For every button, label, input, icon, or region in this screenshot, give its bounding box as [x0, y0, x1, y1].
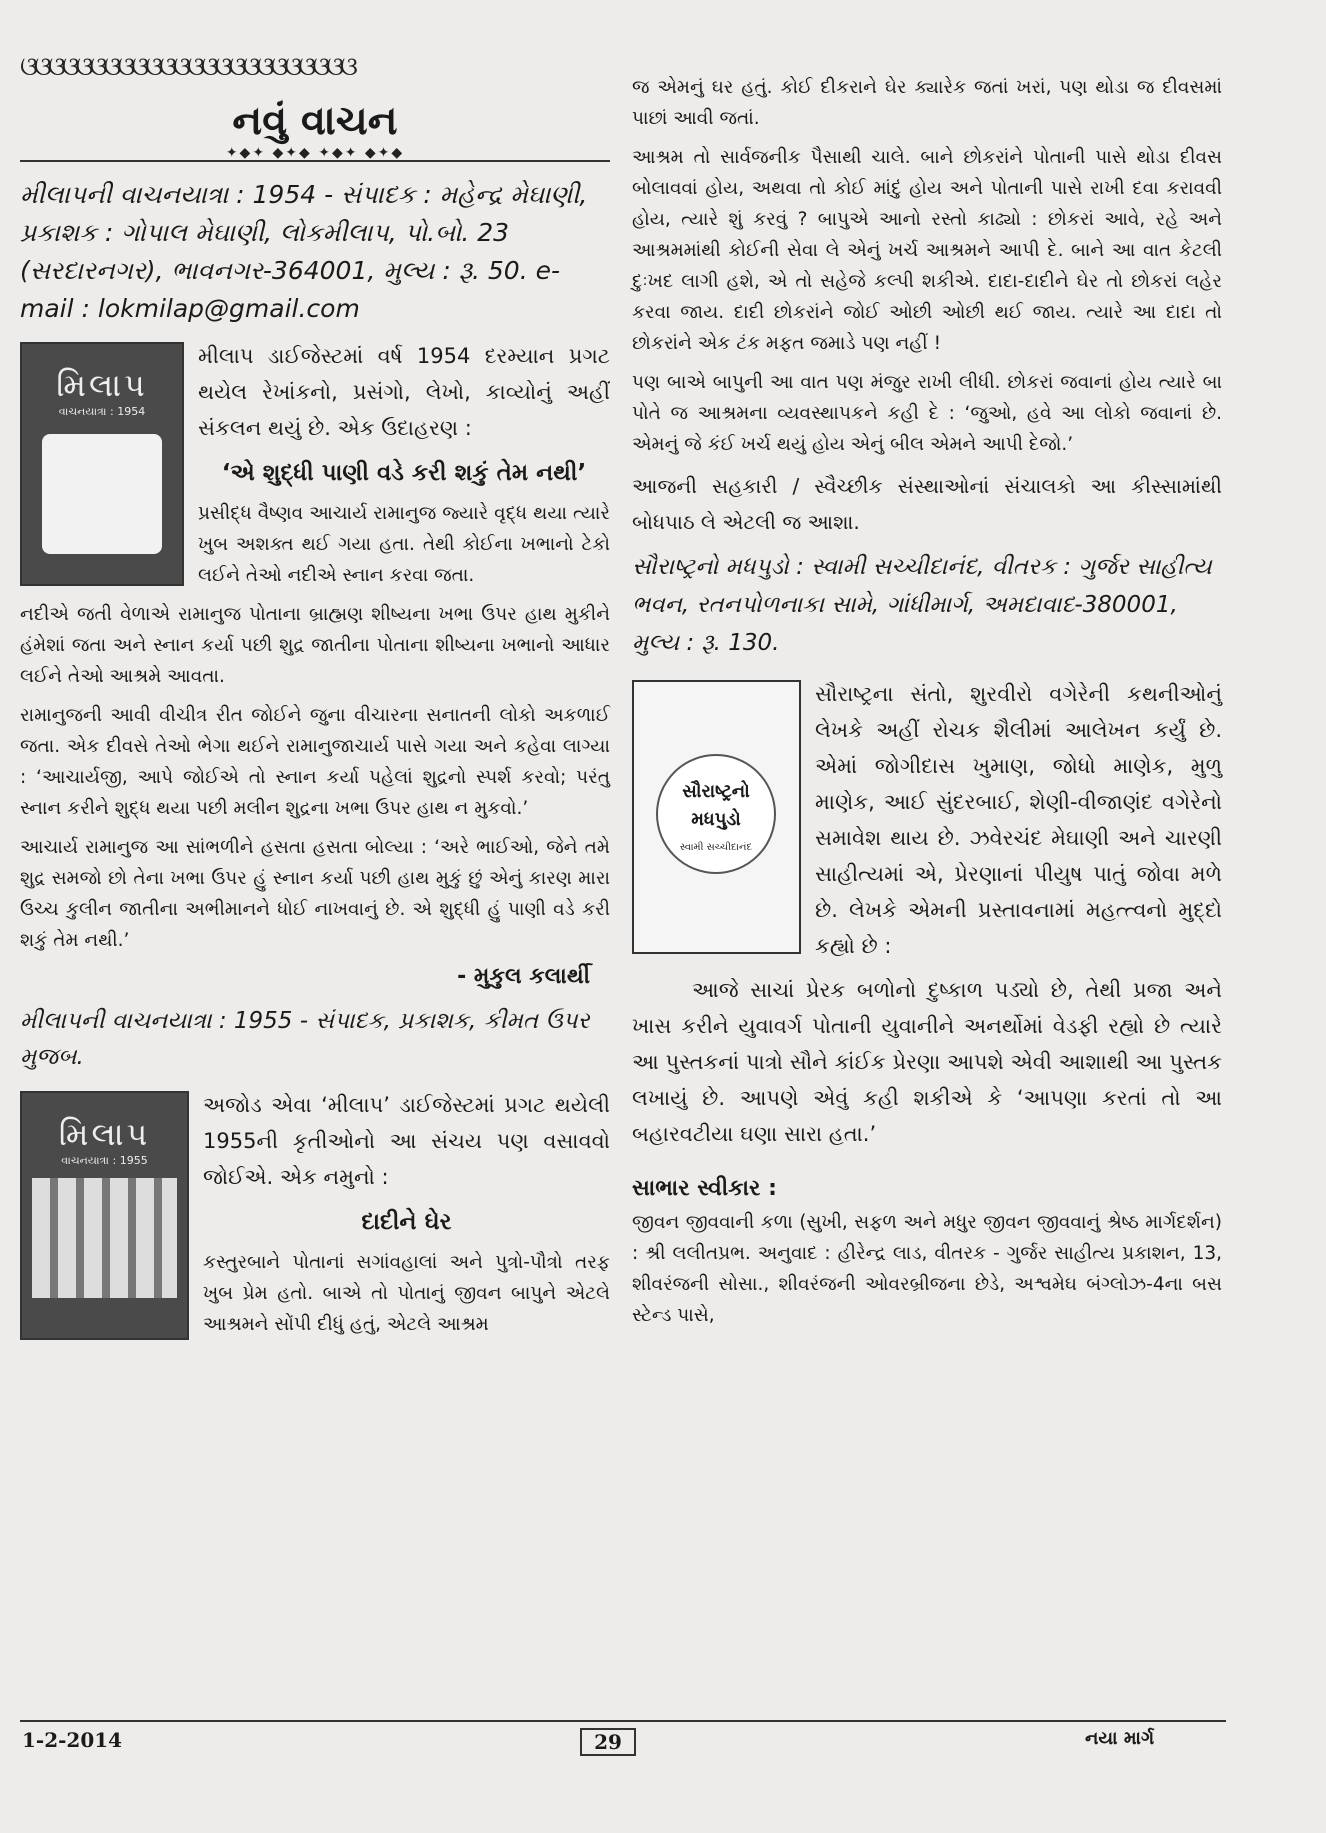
book1-bibliography: મીલાપની વાચનયાત્રા : 1954 - સંપાદક : મહેન્દ્ર મેઘાણી, પ્રકાશક : ગોપાલ મેઘાણી, લોકમીલાપ, પો.બો. 23 (સરદારનગર), ભાવનગર-364001, મુલ્ય : રૂ. 50. e-mail : lokmilap@gmail.com: [20, 180, 588, 323]
book3-cover-author: સ્વામી સચ્ચીદાનંદ: [679, 842, 753, 853]
section-title: નવું વાચન: [232, 98, 398, 144]
right-column: [632, 50, 1222, 1339]
book1-signature: - મુકુલ કલાર્થી: [457, 964, 590, 989]
book3-cover-title: સૌરાષ્ટ્રનો મધપુડો: [682, 781, 750, 830]
book3-cover-image: [632, 680, 801, 954]
page-number: 29: [580, 1728, 636, 1756]
book3-quote: આજે સાચાં પ્રેરક બળોનો દુષ્કાળ પડ્યો છે, તેથી પ્રજા અને ખાસ કરીને યુવાવર્ગ પોતાની યુવાનીને અનર્થોમાં વેડફી રહ્યો છે ત્યારે આ પુસ્તકનાં પાત્રો સૌને કાંઈક પ્રેરણા આપશે એવી આશાથી આ પુસ્તક લખાયું છે. આપણે એવું કહી શકીએ કે ‘આપણા કરતાં તો આ બહારવટીયા ઘણા સારા હતા.’: [632, 978, 1222, 1146]
book2-cover-subtitle: વાચનયાત્રા : 1955: [61, 1154, 148, 1167]
book3-cover-emblem: [656, 754, 776, 874]
book1-cover-title: મિલાપ: [56, 366, 148, 404]
magazine-name: નયા માર્ગ: [1085, 1728, 1155, 1749]
book1-paragraph-1: પ્રસીદ્ધ વૈષ્ણવ આચાર્ય રામાનુજ જ્યારે વૃદ્ધ થયા ત્યારે ખુબ અશક્ત થઈ ગયા હતા. તેથી કોઈના ખભાનો ટેકો લઈને તેઓ નદીએ સ્નાન કરવા જતા.: [198, 503, 610, 586]
book2-cover-illustration: [32, 1178, 177, 1298]
book1-quote-title: ‘એ શુદ્ધી પાણી વડે કરી શકું તેમ નથી’: [221, 460, 587, 486]
book2-cover-title: મિલાપ: [58, 1115, 151, 1153]
acknowledgement-text: જીવન જીવવાની કળા (સુખી, સફળ અને મધુર જીવન જીવવાનું શ્રેષ્ઠ માર્ગદર્શન) : શ્રી લલીતપ્રભ. અનુવાદ : હીરેન્દ્ર લાડ, વીતરક - ગુર્જર સાહીત્ય પ્રકાશન, 13, શીવરંજની સોસા., શીવરંજની ઓવરબ્રીજના છેડે, અશ્વમેઘ બંગ્લોઝ-4ના બસ સ્ટેન્ડ પાસે,: [632, 1212, 1222, 1326]
book2-paragraph-1: કસ્તુરબાને પોતાનાં સગાંવહાલાં અને પુત્રો-પૌત્રો તરફ ખુબ પ્રેમ હતો. બાએ તો પોતાનું જીવન બાપુને એટલે આશ્રમને સોંપી દીધું હતું, એટલે આશ્રમ: [203, 1252, 610, 1335]
acknowledgement-heading: સાભાર સ્વીકાર :: [632, 1176, 777, 1201]
book2-paragraph-5: આજની સહકારી / સ્વૈચ્છીક સંસ્થાઓનાં સંચાલકો આ કીસ્સામાંથી બોધપાઠ લે એટલી જ આશા.: [632, 474, 1222, 534]
book2-paragraph-3: આશ્રમ તો સાર્વજનીક પૈસાથી ચાલે. બાને છોકરાંને પોતાની પાસે થોડા દીવસ બોલાવવાં હોય, અથવા તો કોઈ માંદું હોય અને પોતાની પાસે રાખી દવા કરાવવી હોય, ત્યારે શું કરવું ? બાપુએ આનો રસ્તો કાઢ્યો : છોકરાં આવે, રહે અને આશ્રમમાંથી કોઈની સેવા લે એનું ખર્ચ આશ્રમને આપી દે. બાને આ વાત કેટલી દુઃખદ લાગી હશે, એ તો સહેજે કલ્પી શકીએ. દાદા-દાદીને ઘેર તો છોકરાં લહેર કરવા જાય. દાદી છોકરાંને જોઈ ઓછી ઓછી થઈ જાય. ત્યારે આ દાદા તો છોકરાંને એક ટંક મફત જમાડે પણ નહીં !: [632, 147, 1222, 354]
book3-review: [632, 676, 1222, 1152]
book1-cover-illustration: [42, 434, 162, 554]
book3-bibliography: સૌરાષ્ટ્રનો મધપુડો : સ્વામી સચ્ચીદાનંદ, વીતરક : ગુર્જર સાહીત્ય ભવન, રતનપોળનાકા સામે, ગાંધીમાર્ગ, અમદાવાદ-380001, મુલ્ય : રૂ. 130.: [632, 554, 1212, 656]
book1-paragraph-3: રામાનુજની આવી વીચીત્ર રીત જોઈને જુના વીચારના સનાતની લોકો અકળાઈ જતા. એક દીવસે તેઓ ભેગા થઈને રામાનુજાચાર્ય પાસે ગયા અને કહેવા લાગ્યા : ‘આચાર્યજી, આપે જોઈએ તો સ્નાન કર્યા પહેલાં શુદ્રનો સ્પર્શ કરવો; પરંતુ સ્નાન કરીને શુદ્ધ થયા પછી મલીન શુદ્રના ખભા ઉપર હાથ ન મુકવો.’: [20, 705, 610, 819]
book1-cover-subtitle: વાચનયાત્રા : 1954: [58, 405, 146, 418]
left-column: [20, 50, 610, 1348]
book3-intro: સૌરાષ્ટ્રના સંતો, શુરવીરો વગેરેની કથનીઓનું લેખકે અહીં રોચક શૈલીમાં આલેખન કર્યું છે. એમાં જોગીદાસ ખુમાણ, જોધો માણેક, મુળુ માણેક, આઈ સુંદરબાઈ, શેણી-વીજાણંદ વગેરેનો સમાવેશ થાય છે. ઝવેરચંદ મેઘાણી અને ચારણી સાહીત્યમાં એ, પ્રેરણાનાં પીયુષ પાતું જોવા મળે છે. લેખકે એમની પ્રસ્તાવનામાં મહત્ત્વનો મુદ્દો કહ્યો છે :: [815, 682, 1222, 958]
issue-date: 1-2-2014: [22, 1728, 123, 1752]
book1-review: [20, 338, 610, 989]
book1-paragraph-4: આચાર્ય રામાનુજ આ સાંભળીને હસતા હસતા બોલ્યા : ‘અરે ભાઈઓ, જેને તમે શુદ્ર સમજો છો તેના ખભા ઉપર હું સ્નાન કર્યા પછી હાથ મુકું છું એનું કારણ મારા ઉચ્ચ કુલીન જાતીના અભીમાનને ધોઈ નાખવાનું છે. એ શુદ્ધી હું પાણી વડે કરી શકું તેમ નથી.’: [20, 837, 610, 951]
book1-paragraph-2: નદીએ જતી વેળાએ રામાનુજ પોતાના બ્રાહ્મણ શીષ્યના ખભા ઉપર હાથ મુકીને હંમેશાં જતા અને સ્નાન કર્યા પછી શુદ્ર જાતીના પોતાના શીષ્યના ખભાનો આધાર લઈને તેઓ આશ્રમે આવતા.: [20, 604, 610, 687]
header-ornament: ଓଓଓଓଓଓଓଓଓଓଓଓଓଓଓଓଓଓଓଓଓଓଓଓ: [20, 52, 354, 82]
book2-quote-title: દાદીને ઘેર: [361, 1209, 452, 1235]
footer-rule: [20, 1720, 1226, 1722]
book2-intro: અજોડ એવા ‘મીલાપ’ ડાઈજેસ્ટમાં પ્રગટ થયેલી 1955ની કૃતીઓનો આ સંચય પણ વસાવવો જોઈએ. એક નમુનો :: [203, 1093, 610, 1189]
book2-cover-image: [20, 1091, 189, 1340]
book2-paragraph-4: પણ બાએ બાપુની આ વાત પણ મંજુર રાખી લીધી. છોકરાં જવાનાં હોય ત્યારે બા પોતે જ આશ્રમના વ્યવસ્થાપકને કહી દે : ‘જુઓ, હવે આ લોકો જવાનાં છે. એમનું જે કંઈ ખર્ચ થયું હોય એનું બીલ એમને આપી દેજો.’: [632, 372, 1222, 455]
book1-intro: મીલાપ ડાઈજેસ્ટમાં વર્ષ 1954 દરમ્યાન પ્રગટ થયેલ રેખાંકનો, પ્રસંગો, લેખો, કાવ્યોનું અહીં સંકલન થયું છે. એક ઉદાહરણ :: [198, 344, 610, 440]
book2-paragraph-2: જ એમનું ઘર હતું. કોઈ દીકરાને ઘેર ક્યારેક જતાં ખરાં, પણ થોડા જ દીવસમાં પાછાં આવી જતાં.: [632, 77, 1222, 129]
book2-review: [20, 1087, 610, 1340]
book1-cover-image: [20, 342, 184, 586]
book2-bibliography: મીલાપની વાચનયાત્રા : 1955 - સંપાદક, પ્રકાશક, કીમત ઉપર મુજબ.: [20, 1008, 590, 1070]
section-divider: ✦◆✦ ◆✦◆ ✦◆✦ ◆✦◆: [20, 148, 610, 162]
